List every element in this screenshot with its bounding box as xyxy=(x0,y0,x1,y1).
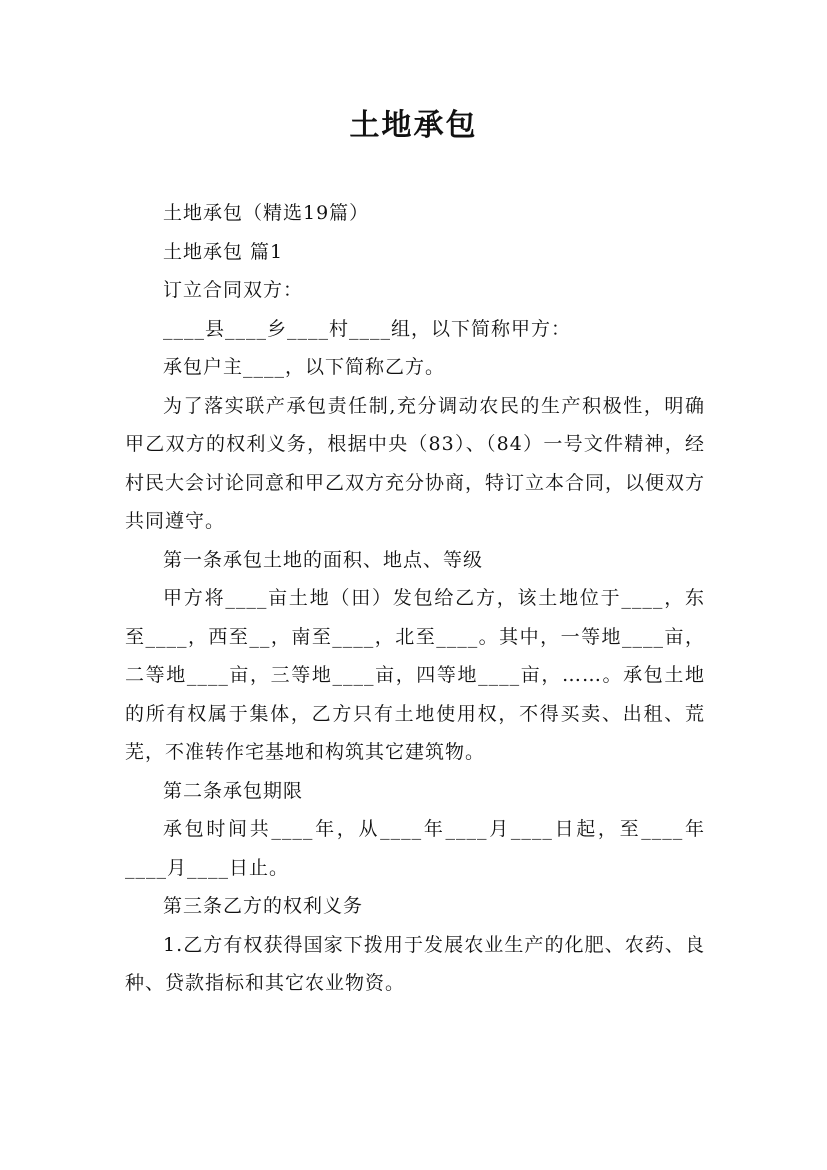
article-2-body: 承包时间共____年，从____年____月____日起，至____年____月____日止。 xyxy=(125,818,705,879)
article-3-heading: 第三条乙方的权利义务 xyxy=(163,895,364,917)
document-body xyxy=(125,194,705,1003)
subtitle-paragraph: 土地承包（精选19篇） xyxy=(163,202,370,224)
article-1-body: 甲方将____亩土地（田）发包给乙方，该土地位于____，东至____，西至__，南至____，北至____。其中，一等地____亩，二等地____亩，三等地____亩，四等地____亩，……。承包土地的所有权属于集体，乙方只有土地使用权，不得买卖、出租、荒芜，不准转作宅基地和构筑其它建筑物。 xyxy=(125,587,705,763)
article-3-item-1: 1.乙方有权获得国家下拨用于发展农业生产的化肥、农药、良种、贷款指标和其它农业物资。 xyxy=(125,933,705,994)
article-1-heading: 第一条承包土地的面积、地点、等级 xyxy=(163,548,484,571)
preamble-paragraph: 为了落实联产承包责任制,充分调动农民的生产积极性，明确甲乙双方的权利义务，根据中央（83）、（84）一号文件精神，经村民大会讨论同意和甲乙双方充分协商，特订立本合同，以便双方共同遵守。 xyxy=(125,394,706,532)
document-title: 土地承包 xyxy=(349,108,478,143)
parties-label: 订立合同双方： xyxy=(163,279,304,301)
party-a-line: ____县____乡____村____组，以下简称甲方： xyxy=(163,317,572,340)
article-2-heading: 第二条承包期限 xyxy=(163,779,304,802)
party-b-line: 承包户主____，以下简称乙方。 xyxy=(163,356,446,378)
section-heading: 土地承包 篇1 xyxy=(163,240,284,263)
